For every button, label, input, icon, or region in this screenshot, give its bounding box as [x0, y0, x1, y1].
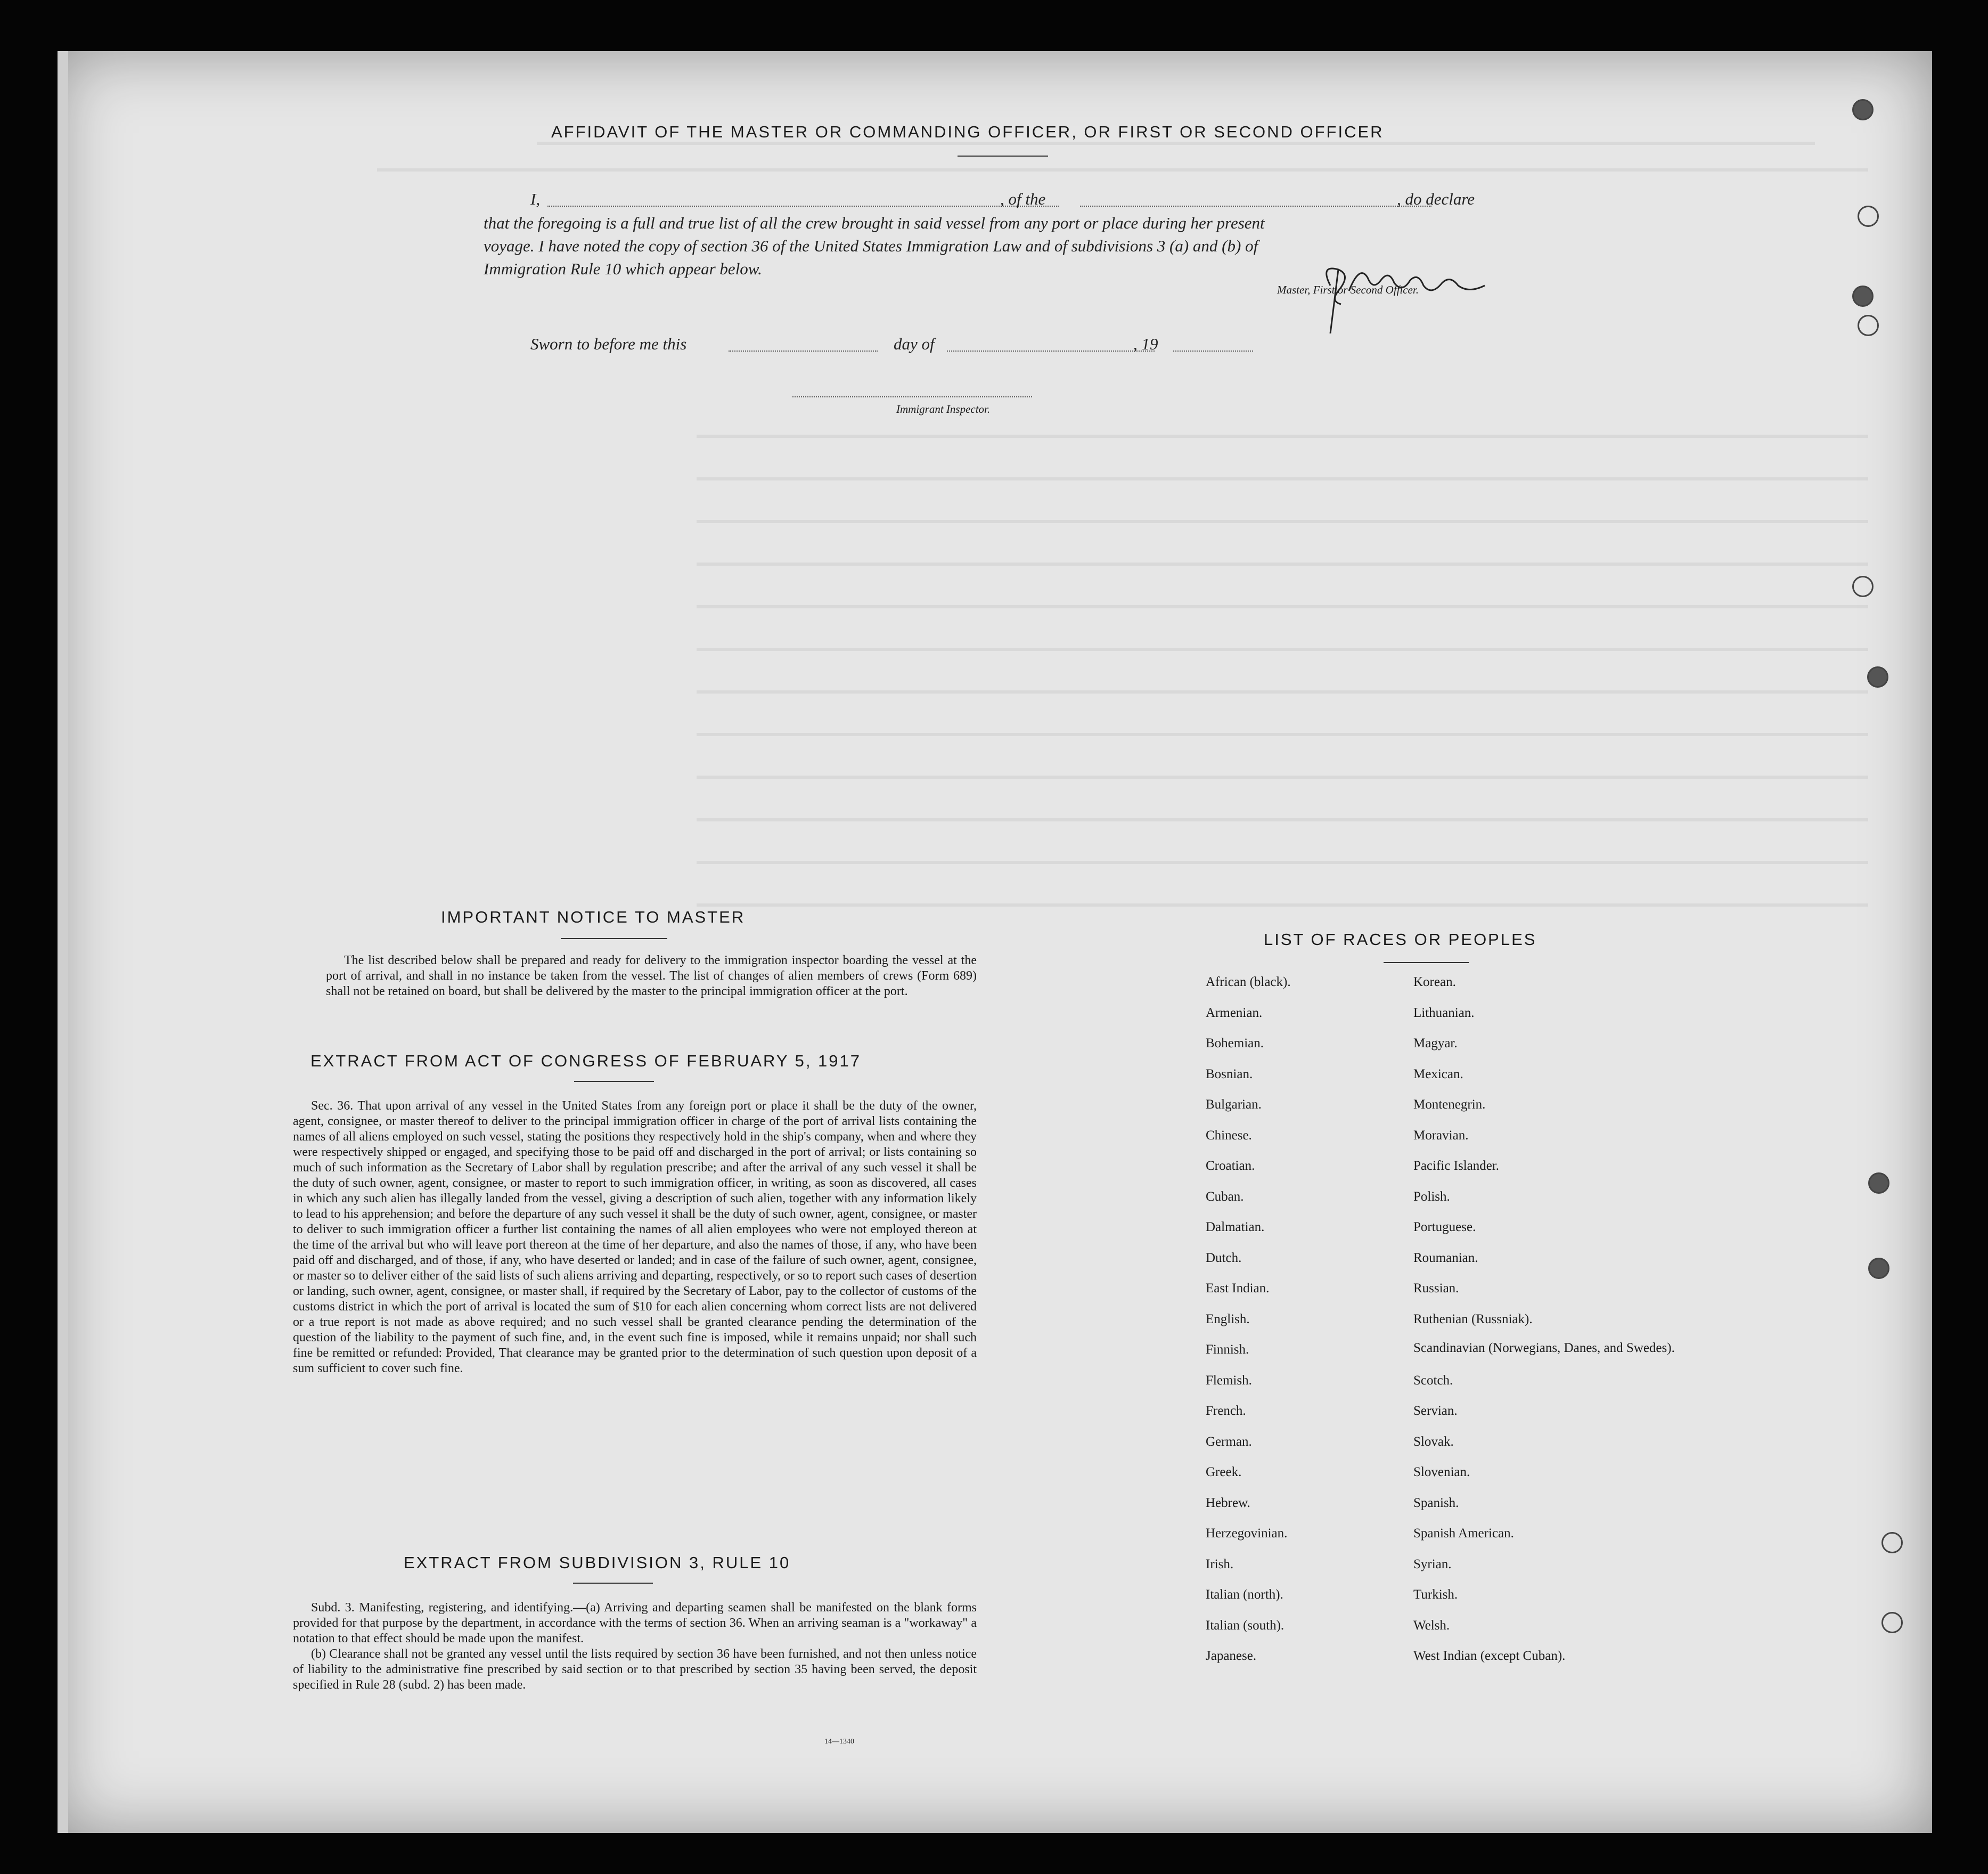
affidavit-do-declare: , do declare [1397, 190, 1475, 208]
affidavit-of-the: , of the [1000, 190, 1046, 208]
sworn-month-blank[interactable] [947, 351, 1155, 352]
race-item: Montenegrin. [1413, 1097, 1486, 1112]
vessel-blank[interactable] [1080, 206, 1431, 207]
race-item: Welsh. [1413, 1618, 1450, 1633]
bleed-through-line [697, 563, 1868, 566]
extract-act-text: Sec. 36. That upon arrival of any vessel in the United States from any foreign port or place it shall be the duty of the owner, agent, consignee, or master thereof to deliver to the principal immigration officer in charge of the port of arrival lists containing the names of all aliens employed on such vessel, stating the positions they respectively hold in the ship's company, when and where they were respectively shipped or engaged, and specifying those to be paid off and discharged in the port of arrival; or lists containing so much of such information as the Secretary of Labor shall by regulation prescribe; and after the arrival of any such vessel it shall be the duty of such owner, agent, consignee, or master to report to such immigration officer, in writing, as soon as discovered, all cases in which any such alien has illegally landed from the vessel, giving a description of such alien, together with any information likely to lead to his apprehension; and before the departure of any such vessel it shall be the duty of such owner, agent, consignee, or master to deliver to such immigration officer a further list containing the names of all alien employees who were not employed thereon at the time of the arrival but who will leave port thereon at the time of her departure, and also the names of those, if any, who have been paid off and discharged, and of those, if any, who have deserted or landed; and in case of the failure of such owner, agent, consignee, or master so to deliver either of the said lists of such aliens arriving and departing, respectively, or so to report such cases of desertion or landing, such owner, agent, consignee, or master shall, if required by the Secretary of Labor, pay to the collector of customs of the customs district in which the port of arrival is located the sum of $10 for each alien concerning whom correct lists are not delivered or a true report is not made as above required; and no such vessel shall be granted clearance pending the determination of the question of the liability to the payment of such fine, and, in the event such fine is imposed, while it remains unpaid; nor shall such fine be remitted or refunded: Provided, That clearance may be granted prior to the determination of such question upon deposit of a sum sufficient to cover such fine. [293, 1099, 977, 1375]
bleed-through-line [697, 861, 1868, 864]
binder-hole [1852, 286, 1874, 307]
affidavit-i-label: I, [530, 190, 541, 208]
binder-hole [1881, 1532, 1903, 1553]
bleed-through-line [537, 142, 1815, 145]
race-item: Bohemian. [1206, 1036, 1264, 1050]
binder-hole [1868, 1172, 1889, 1194]
binder-hole [1852, 99, 1874, 120]
race-item: Ruthenian (Russniak). [1413, 1311, 1533, 1326]
race-item: Herzegovinian. [1206, 1526, 1288, 1541]
bleed-through-line [697, 818, 1868, 821]
notice-text: The list described below shall be prepared and ready for delivery to the immigration inspector boarding the vessel at the port of arrival, and shall in no instance be taken from the vessel. The list of changes of alien members of crews (Form 689) shall not be retained on board, but shall be delivered by the master to the principal immigration officer at the port. [326, 954, 977, 998]
bleed-through-line [377, 168, 1868, 172]
bleed-through-line [697, 903, 1868, 907]
race-item: Finnish. [1206, 1342, 1249, 1357]
race-item: Japanese. [1206, 1649, 1257, 1663]
race-item: Bosnian. [1206, 1066, 1253, 1081]
race-item: Polish. [1413, 1189, 1450, 1204]
bleed-through-line [697, 435, 1868, 438]
race-item: Spanish American. [1413, 1526, 1514, 1541]
binder-hole [1852, 576, 1874, 597]
binder-hole [1867, 666, 1888, 688]
race-item: Russian. [1413, 1281, 1459, 1295]
races-title: LIST OF RACES OR PEOPLES [1264, 930, 1537, 949]
bleed-through-line [697, 648, 1868, 651]
race-item: Portuguese. [1413, 1220, 1476, 1234]
signer-caption: Master, First or Second Officer. [1277, 283, 1419, 296]
notice-title: IMPORTANT NOTICE TO MASTER [441, 908, 746, 926]
races-left-column [1206, 974, 1291, 1679]
binder-hole [1858, 206, 1879, 227]
race-item: Lithuanian. [1413, 1005, 1475, 1020]
day-of-label: day of [894, 335, 935, 353]
race-item: West Indian (except Cuban). [1413, 1649, 1566, 1663]
form-number: 14—1340 [824, 1738, 854, 1746]
binder-hole [1881, 1612, 1903, 1633]
race-item: Moravian. [1413, 1128, 1469, 1143]
race-item: Greek. [1206, 1465, 1242, 1479]
race-item: Syrian. [1413, 1557, 1452, 1571]
bleed-through-line [697, 690, 1868, 694]
race-item: Flemish. [1206, 1373, 1252, 1388]
race-item: Servian. [1413, 1404, 1458, 1418]
race-item: Italian (north). [1206, 1587, 1283, 1602]
race-item: Italian (south). [1206, 1618, 1285, 1633]
title-rule [561, 938, 667, 939]
bleed-through-line [697, 776, 1868, 779]
affidavit-body-line: voyage. I have noted the copy of section 36 of the United States Immigration Law and of subdivisions 3 (a) and (b) of [484, 237, 1258, 255]
affidavit-body-line: that the foregoing is a full and true list of all the crew brought in said vessel from any port or place during her present [484, 214, 1265, 232]
race-item: East Indian. [1206, 1281, 1270, 1295]
page-edge [58, 51, 68, 1833]
races-list [1206, 974, 1738, 1720]
title-rule [574, 1081, 654, 1082]
race-item: Croatian. [1206, 1159, 1255, 1173]
race-item: Bulgarian. [1206, 1097, 1262, 1112]
race-item: Slovenian. [1413, 1465, 1470, 1479]
race-item: English. [1206, 1311, 1250, 1326]
race-item: Hebrew. [1206, 1495, 1250, 1510]
race-item: African (black). [1206, 975, 1291, 989]
inspector-signature-blank[interactable] [792, 396, 1032, 397]
title-rule [958, 156, 1048, 157]
title-rule [573, 1583, 653, 1584]
race-item: Magyar. [1413, 1036, 1458, 1050]
bleed-through-line [697, 477, 1868, 480]
race-item: French. [1206, 1404, 1246, 1418]
sworn-label: Sworn to before me this [530, 335, 687, 353]
race-item: Scotch. [1413, 1373, 1453, 1388]
race-item: Pacific Islander. [1413, 1159, 1500, 1173]
name-blank[interactable] [547, 206, 1059, 207]
race-item: Chinese. [1206, 1128, 1252, 1143]
affidavit-body-line: Immigration Rule 10 which appear below. [484, 259, 762, 278]
race-item: Dalmatian. [1206, 1220, 1265, 1234]
race-item: Slovak. [1413, 1434, 1454, 1449]
bleed-through-line [697, 733, 1868, 736]
sworn-day-blank[interactable] [729, 351, 878, 352]
race-item: Dutch. [1206, 1250, 1242, 1265]
race-item: Spanish. [1413, 1495, 1459, 1510]
bleed-through-line [697, 520, 1868, 523]
extract-rule-title: EXTRACT FROM SUBDIVISION 3, RULE 10 [404, 1553, 791, 1572]
title-rule [1384, 962, 1469, 963]
race-item: Irish. [1206, 1557, 1234, 1571]
bleed-through-line [697, 605, 1868, 608]
race-item: German. [1206, 1434, 1252, 1449]
extract-rule-text: Subd. 3. Manifesting, registering, and identifying.—(a) Arriving and departing seamen shall be manifested on the blank forms provided for that purpose by the department, in accordance with the terms of section 36. When an arriving seaman is a "workaway" a notation to that effect should be made upon the manifest. (b) Clearance shall not be granted any vessel until the lists required by section 36 have been furnished, and not then unless notice of liability to the administrative fine prescribed by said section or to that prescribed by section 35 having been served, the deposit specified in Rule 28 (subd. 2) has been made. [293, 1601, 977, 1692]
affidavit-title: AFFIDAVIT OF THE MASTER OR COMMANDING OFFICER, OR FIRST OR SECOND OFFICER [551, 123, 1384, 141]
manifest-page [58, 51, 1932, 1833]
binder-hole [1868, 1258, 1889, 1279]
race-item: Cuban. [1206, 1189, 1244, 1204]
race-item: Roumanian. [1413, 1250, 1478, 1265]
extract-act-title: EXTRACT FROM ACT OF CONGRESS OF FEBRUARY 5, 1917 [310, 1052, 862, 1070]
races-right-column [1413, 974, 1675, 1679]
year-label: , 19 [1133, 335, 1158, 353]
race-item: Mexican. [1413, 1066, 1463, 1081]
binder-hole [1858, 315, 1879, 336]
race-item: Korean. [1413, 975, 1456, 989]
sworn-year-blank[interactable] [1173, 351, 1253, 352]
race-item: Armenian. [1206, 1005, 1263, 1020]
inspector-caption: Immigrant Inspector. [896, 403, 991, 415]
race-item: Scandinavian (Norwegians, Danes, and Swedes). [1413, 1341, 1675, 1355]
race-item: Turkish. [1413, 1587, 1458, 1602]
